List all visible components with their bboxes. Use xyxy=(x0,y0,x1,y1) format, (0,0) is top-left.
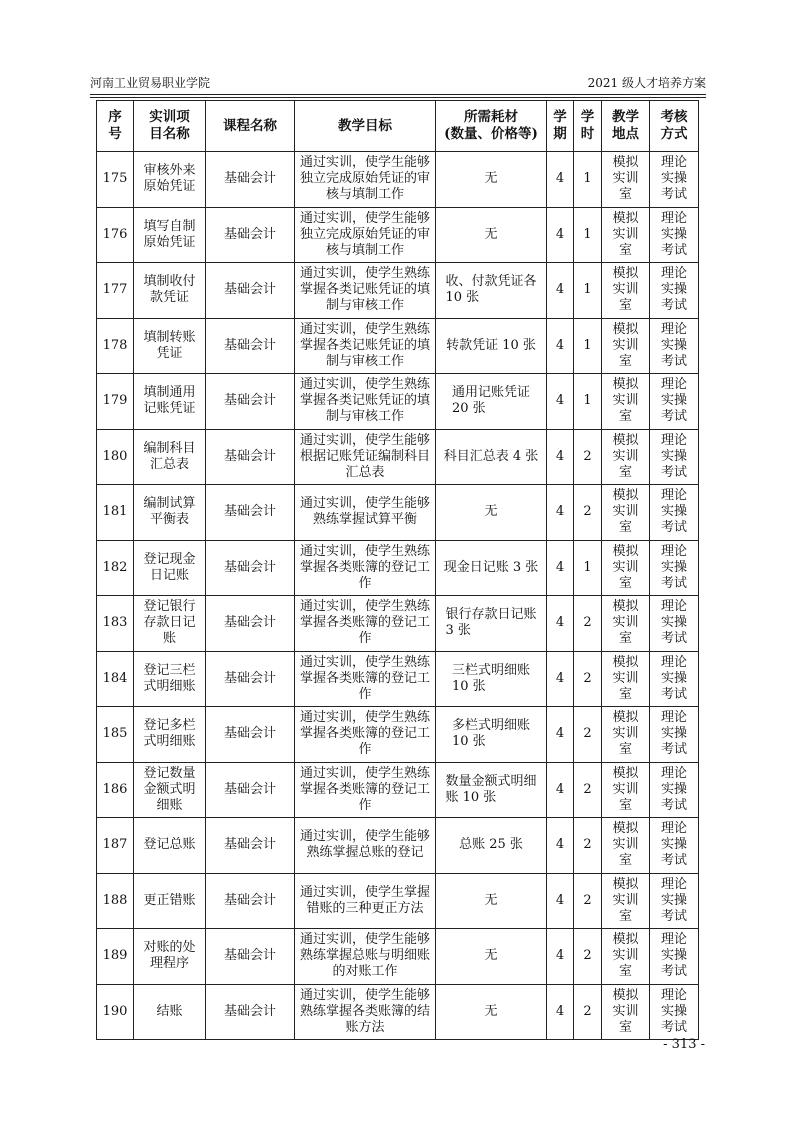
cell-semester: 4 xyxy=(547,374,574,430)
cell-exam: 理论 实操 考试 xyxy=(650,318,699,374)
cell-exam: 理论 实操 考试 xyxy=(650,540,699,596)
material-text: 多栏式明细账 10 张 xyxy=(451,718,530,750)
cell-exam: 理论 实操 考试 xyxy=(650,651,699,707)
material-text: 三栏式明细账 10 张 xyxy=(451,662,530,694)
cell-goal: 通过实训，使学生熟练掌握各类账簿的登记工作 xyxy=(295,596,436,652)
col-header-location: 教学 地点 xyxy=(602,101,650,152)
cell-no: 178 xyxy=(97,318,134,374)
cell-course: 基础会计 xyxy=(206,818,295,874)
cell-location: 模拟 实训 室 xyxy=(602,207,650,263)
table-row xyxy=(97,651,699,707)
col-header-semester: 学 期 xyxy=(547,101,574,152)
cell-exam: 理论 实操 考试 xyxy=(650,873,699,929)
cell-goal: 通过实训，使学生熟练掌握各类账簿的登记工作 xyxy=(295,651,436,707)
cell-material xyxy=(436,929,547,985)
cell-no: 187 xyxy=(97,818,134,874)
cell-goal: 通过实训，使学生能够熟练掌握各类账簿的结账方法 xyxy=(295,984,436,1040)
cell-semester: 4 xyxy=(547,318,574,374)
cell-goal: 通过实训，使学生能够熟练掌握总账的登记 xyxy=(295,818,436,874)
col-header-project: 实训项 目名称 xyxy=(134,101,206,152)
cell-semester: 4 xyxy=(547,984,574,1040)
material-text: 无 xyxy=(484,504,498,520)
cell-hours: 1 xyxy=(574,263,602,319)
material-text: 现金日记账 3 张 xyxy=(443,559,539,575)
cell-material xyxy=(436,596,547,652)
cell-semester: 4 xyxy=(547,540,574,596)
cell-exam: 理论 实操 考试 xyxy=(650,818,699,874)
cell-location: 模拟 实训 室 xyxy=(602,762,650,818)
cell-location: 模拟 实训 室 xyxy=(602,707,650,763)
cell-course: 基础会计 xyxy=(206,651,295,707)
cell-hours: 2 xyxy=(574,485,602,541)
material-text: 数量金额式明细 账 10 张 xyxy=(445,773,537,805)
col-header-goal: 教学目标 xyxy=(295,101,436,152)
cell-material xyxy=(436,485,547,541)
cell-exam: 理论 实操 考试 xyxy=(650,596,699,652)
table-body xyxy=(97,152,699,1040)
cell-project-name: 结账 xyxy=(134,984,206,1040)
material-text: 无 xyxy=(484,226,498,242)
cell-material xyxy=(436,651,547,707)
cell-course: 基础会计 xyxy=(206,873,295,929)
cell-project-name: 登记现金 日记账 xyxy=(134,540,206,596)
cell-no: 189 xyxy=(97,929,134,985)
school-name: 河南工业贸易职业学院 xyxy=(90,76,211,90)
cell-course: 基础会计 xyxy=(206,374,295,430)
cell-course: 基础会计 xyxy=(206,207,295,263)
material-text: 无 xyxy=(484,948,498,964)
material-text: 收、付款凭证各 10 张 xyxy=(445,274,537,306)
cell-semester: 4 xyxy=(547,429,574,485)
cell-hours: 2 xyxy=(574,873,602,929)
cell-hours: 1 xyxy=(574,318,602,374)
cell-material xyxy=(436,762,547,818)
cell-semester: 4 xyxy=(547,263,574,319)
cell-material xyxy=(436,818,547,874)
cell-no: 176 xyxy=(97,207,134,263)
cell-no: 177 xyxy=(97,263,134,319)
cell-semester: 4 xyxy=(547,707,574,763)
cell-no: 180 xyxy=(97,429,134,485)
header-rule xyxy=(90,94,706,95)
cell-project-name: 登记总账 xyxy=(134,818,206,874)
cell-hours: 2 xyxy=(574,818,602,874)
cell-hours: 2 xyxy=(574,984,602,1040)
cell-location: 模拟 实训 室 xyxy=(602,984,650,1040)
cell-hours: 2 xyxy=(574,762,602,818)
col-header-exam: 考核 方式 xyxy=(650,101,699,152)
table-header-row xyxy=(97,101,699,152)
cell-semester: 4 xyxy=(547,152,574,208)
cell-location: 模拟 实训 室 xyxy=(602,818,650,874)
cell-course: 基础会计 xyxy=(206,984,295,1040)
cell-course: 基础会计 xyxy=(206,318,295,374)
material-text: 科目汇总表 4 张 xyxy=(443,448,539,464)
cell-hours: 2 xyxy=(574,429,602,485)
cell-material xyxy=(436,152,547,208)
material-text: 无 xyxy=(484,171,498,187)
cell-material xyxy=(436,984,547,1040)
cell-no: 175 xyxy=(97,152,134,208)
table-row xyxy=(97,540,699,596)
cell-course: 基础会计 xyxy=(206,707,295,763)
cell-location: 模拟 实训 室 xyxy=(602,429,650,485)
cell-no: 182 xyxy=(97,540,134,596)
cell-course: 基础会计 xyxy=(206,429,295,485)
cell-exam: 理论 实操 考试 xyxy=(650,984,699,1040)
table-row xyxy=(97,762,699,818)
cell-project-name: 审核外来 原始凭证 xyxy=(134,152,206,208)
cell-hours: 1 xyxy=(574,540,602,596)
cell-location: 模拟 实训 室 xyxy=(602,540,650,596)
table-row xyxy=(97,929,699,985)
cell-no: 190 xyxy=(97,984,134,1040)
cell-exam: 理论 实操 考试 xyxy=(650,429,699,485)
cell-material xyxy=(436,374,547,430)
material-text: 无 xyxy=(484,1003,498,1019)
page-number: - 313 - xyxy=(663,1037,705,1052)
cell-project-name: 登记多栏 式明细账 xyxy=(134,707,206,763)
plan-title: 2021 级人才培养方案 xyxy=(587,76,706,90)
table-row xyxy=(97,429,699,485)
cell-goal: 通过实训，使学生熟练掌握各类账簿的登记工作 xyxy=(295,762,436,818)
cell-material xyxy=(436,429,547,485)
cell-course: 基础会计 xyxy=(206,929,295,985)
cell-material xyxy=(436,263,547,319)
material-text: 转款凭证 10 张 xyxy=(446,337,536,353)
cell-exam: 理论 实操 考试 xyxy=(650,207,699,263)
cell-course: 基础会计 xyxy=(206,263,295,319)
material-text: 总账 25 张 xyxy=(459,837,523,853)
cell-exam: 理论 实操 考试 xyxy=(650,485,699,541)
cell-project-name: 填制收付 款凭证 xyxy=(134,263,206,319)
cell-goal: 通过实训，使学生能够根据记账凭证编制科目汇总表 xyxy=(295,429,436,485)
page-header xyxy=(90,74,706,92)
cell-exam: 理论 实操 考试 xyxy=(650,707,699,763)
cell-hours: 2 xyxy=(574,707,602,763)
table-row xyxy=(97,485,699,541)
cell-no: 185 xyxy=(97,707,134,763)
cell-hours: 1 xyxy=(574,207,602,263)
cell-project-name: 编制科目 汇总表 xyxy=(134,429,206,485)
cell-exam: 理论 实操 考试 xyxy=(650,263,699,319)
cell-no: 186 xyxy=(97,762,134,818)
cell-no: 183 xyxy=(97,596,134,652)
cell-location: 模拟 实训 室 xyxy=(602,596,650,652)
cell-goal: 通过实训，使学生能够熟练掌握试算平衡 xyxy=(295,485,436,541)
material-text: 通用记账凭证 20 张 xyxy=(451,385,530,417)
cell-project-name: 填制通用 记账凭证 xyxy=(134,374,206,430)
cell-hours: 1 xyxy=(574,374,602,430)
cell-location: 模拟 实训 室 xyxy=(602,374,650,430)
cell-location: 模拟 实训 室 xyxy=(602,152,650,208)
cell-project-name: 更正错账 xyxy=(134,873,206,929)
cell-goal: 通过实训，使学生掌握错账的三种更正方法 xyxy=(295,873,436,929)
cell-no: 188 xyxy=(97,873,134,929)
table-header xyxy=(97,101,699,152)
table-row xyxy=(97,263,699,319)
cell-goal: 通过实训，使学生熟练掌握各类记账凭证的填制与审核工作 xyxy=(295,374,436,430)
cell-semester: 4 xyxy=(547,873,574,929)
table-row xyxy=(97,596,699,652)
cell-goal: 通过实训，使学生能够独立完成原始凭证的审核与填制工作 xyxy=(295,152,436,208)
cell-hours: 2 xyxy=(574,651,602,707)
table-row xyxy=(97,818,699,874)
training-table xyxy=(96,100,699,1040)
cell-project-name: 填制转账 凭证 xyxy=(134,318,206,374)
cell-no: 184 xyxy=(97,651,134,707)
cell-exam: 理论 实操 考试 xyxy=(650,929,699,985)
cell-course: 基础会计 xyxy=(206,540,295,596)
table-row xyxy=(97,207,699,263)
cell-project-name: 编制试算 平衡表 xyxy=(134,485,206,541)
cell-hours: 2 xyxy=(574,596,602,652)
cell-hours: 2 xyxy=(574,929,602,985)
cell-project-name: 登记三栏 式明细账 xyxy=(134,651,206,707)
cell-semester: 4 xyxy=(547,207,574,263)
cell-project-name: 登记银行 存款日记 账 xyxy=(134,596,206,652)
cell-project-name: 对账的处 理程序 xyxy=(134,929,206,985)
cell-course: 基础会计 xyxy=(206,485,295,541)
col-header-material: 所需耗材 (数量、价格等) xyxy=(436,101,547,152)
header-rule-thin xyxy=(90,97,706,98)
table-row xyxy=(97,984,699,1040)
table-row xyxy=(97,318,699,374)
cell-goal: 通过实训，使学生熟练掌握各类账簿的登记工作 xyxy=(295,707,436,763)
table-row xyxy=(97,374,699,430)
cell-course: 基础会计 xyxy=(206,152,295,208)
cell-semester: 4 xyxy=(547,762,574,818)
cell-material xyxy=(436,873,547,929)
material-text: 无 xyxy=(484,892,498,908)
cell-hours: 1 xyxy=(574,152,602,208)
table-row xyxy=(97,707,699,763)
cell-project-name: 登记数量 金额式明 细账 xyxy=(134,762,206,818)
cell-semester: 4 xyxy=(547,929,574,985)
cell-no: 179 xyxy=(97,374,134,430)
cell-material xyxy=(436,318,547,374)
cell-material xyxy=(436,707,547,763)
cell-goal: 通过实训，使学生熟练掌握各类记账凭证的填制与审核工作 xyxy=(295,263,436,319)
material-text: 银行存款日记账 3 张 xyxy=(445,607,537,639)
cell-semester: 4 xyxy=(547,485,574,541)
cell-location: 模拟 实训 室 xyxy=(602,651,650,707)
cell-location: 模拟 实训 室 xyxy=(602,929,650,985)
cell-exam: 理论 实操 考试 xyxy=(650,762,699,818)
cell-course: 基础会计 xyxy=(206,762,295,818)
col-header-no: 序 号 xyxy=(97,101,134,152)
cell-semester: 4 xyxy=(547,818,574,874)
cell-course: 基础会计 xyxy=(206,596,295,652)
col-header-hours: 学 时 xyxy=(574,101,602,152)
cell-location: 模拟 实训 室 xyxy=(602,263,650,319)
cell-location: 模拟 实训 室 xyxy=(602,873,650,929)
cell-location: 模拟 实训 室 xyxy=(602,318,650,374)
cell-exam: 理论 实操 考试 xyxy=(650,374,699,430)
cell-location: 模拟 实训 室 xyxy=(602,485,650,541)
cell-project-name: 填写自制 原始凭证 xyxy=(134,207,206,263)
cell-goal: 通过实训，使学生能够独立完成原始凭证的审核与填制工作 xyxy=(295,207,436,263)
cell-material xyxy=(436,207,547,263)
cell-material xyxy=(436,540,547,596)
cell-semester: 4 xyxy=(547,596,574,652)
cell-no: 181 xyxy=(97,485,134,541)
col-header-course: 课程名称 xyxy=(206,101,295,152)
table-row xyxy=(97,152,699,208)
cell-semester: 4 xyxy=(547,651,574,707)
cell-exam: 理论 实操 考试 xyxy=(650,152,699,208)
cell-goal: 通过实训，使学生熟练掌握各类记账凭证的填制与审核工作 xyxy=(295,318,436,374)
cell-goal: 通过实训，使学生熟练掌握各类账簿的登记工作 xyxy=(295,540,436,596)
cell-goal: 通过实训，使学生能够熟练掌握总账与明细账的对账工作 xyxy=(295,929,436,985)
table-row xyxy=(97,873,699,929)
